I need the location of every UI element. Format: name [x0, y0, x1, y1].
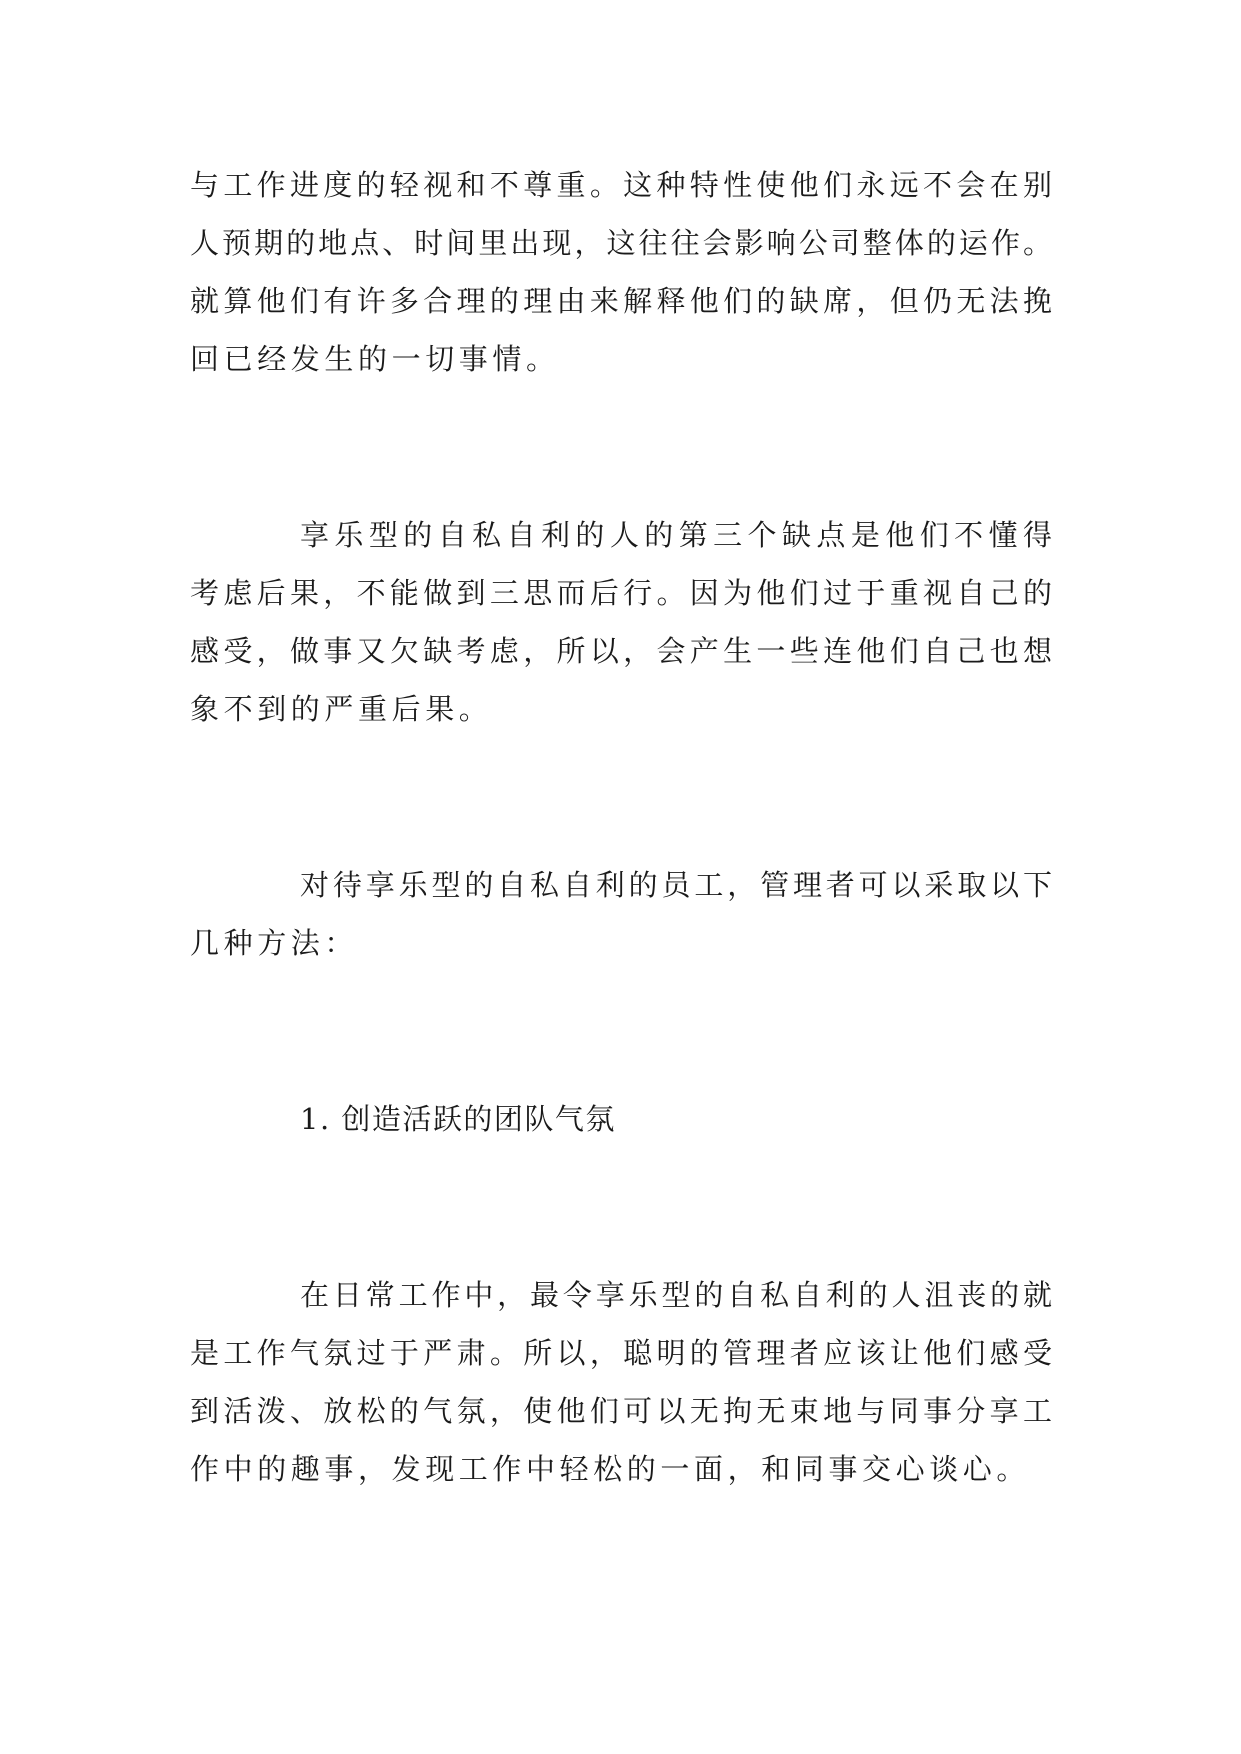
- paragraph-3-line-1: 对待享乐型的自私自利的员工，管理者可以采取以下: [300, 868, 1052, 902]
- paragraph-1-line-4: 回已经发生的一切事情。: [190, 342, 560, 376]
- section-heading: 1. 创造活跃的团队气氛: [300, 1102, 616, 1136]
- paragraph-5-line-3: 到活泼、放松的气氛，使他们可以无拘无束地与同事分享工: [190, 1394, 1052, 1428]
- paragraph-2-line-3: 感受，做事又欠缺考虑，所以，会产生一些连他们自己也想: [190, 634, 1052, 668]
- paragraph-1-line-3: 就算他们有许多合理的理由来解释他们的缺席，但仍无法挽: [190, 284, 1052, 318]
- paragraph-1-line-1: 与工作进度的轻视和不尊重。这种特性使他们永远不会在别: [190, 168, 1052, 202]
- paragraph-5-line-1: 在日常工作中，最令享乐型的自私自利的人沮丧的就: [300, 1278, 1052, 1312]
- paragraph-2-line-1: 享乐型的自私自利的人的第三个缺点是他们不懂得: [300, 518, 1052, 552]
- paragraph-1-line-2: 人预期的地点、时间里出现，这往往会影响公司整体的运作。: [190, 226, 1052, 260]
- paragraph-5-line-4: 作中的趣事，发现工作中轻松的一面，和同事交心谈心。: [190, 1452, 1031, 1486]
- paragraph-2-line-4: 象不到的严重后果。: [190, 692, 493, 726]
- paragraph-5-line-2: 是工作气氛过于严肃。所以，聪明的管理者应该让他们感受: [190, 1336, 1052, 1370]
- paragraph-2-line-2: 考虑后果，不能做到三思而后行。因为他们过于重视自己的: [190, 576, 1052, 610]
- paragraph-3-line-2: 几种方法：: [190, 926, 359, 960]
